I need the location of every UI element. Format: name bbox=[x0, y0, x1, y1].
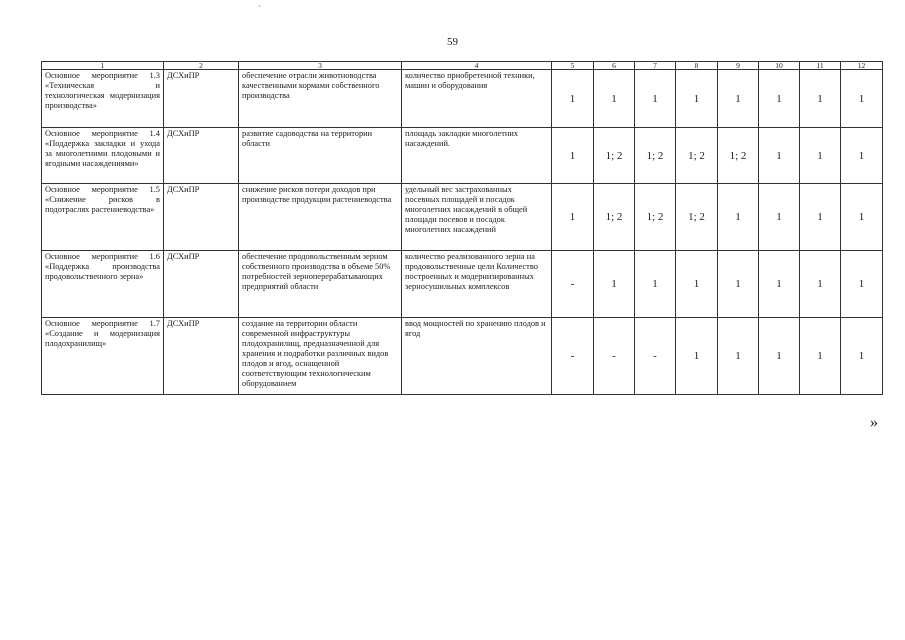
goal: снижение рисков потери доходов при производстве продукции растениеводства bbox=[239, 184, 402, 251]
header-cell: 8 bbox=[676, 62, 718, 70]
header-cell: 6 bbox=[594, 62, 635, 70]
indicator: удельный вес застрахованных посевных площадей и посадок многолетних насаждений в общей площади посевов и посадок многолетних насаждений bbox=[402, 184, 552, 251]
value-cell: 1 bbox=[718, 70, 759, 128]
value-cell: 1 bbox=[800, 70, 841, 128]
value-cell: 1 bbox=[841, 318, 883, 395]
header-cell: 9 bbox=[718, 62, 759, 70]
value-cell: 1; 2 bbox=[635, 184, 676, 251]
value-cell: - bbox=[552, 318, 594, 395]
value-cell: 1 bbox=[718, 251, 759, 318]
value-cell: 1; 2 bbox=[718, 128, 759, 184]
value-cell: 1 bbox=[676, 318, 718, 395]
value-cell: 1 bbox=[841, 251, 883, 318]
value-cell: 1 bbox=[718, 318, 759, 395]
value-cell: 1; 2 bbox=[676, 128, 718, 184]
value-cell: 1 bbox=[759, 128, 800, 184]
value-cell: 1 bbox=[841, 184, 883, 251]
value-cell: 1; 2 bbox=[594, 128, 635, 184]
measures-table bbox=[41, 61, 883, 395]
table-row bbox=[42, 318, 883, 395]
goal: обеспечение отрасли животноводства качественными кормами собственного производства bbox=[239, 70, 402, 128]
measure-name: Основное мероприятие 1.5 «Снижение рисков в подотраслях растениеводства» bbox=[42, 184, 164, 251]
measure-name: Основное мероприятие 1.4 «Поддержка закладки и ухода за многолетними плодовыми и ягодными насаждениями» bbox=[42, 128, 164, 184]
value-cell: 1 bbox=[800, 318, 841, 395]
measure-name: Основное мероприятие 1.3 «Техническая и технологическая модернизация производства» bbox=[42, 70, 164, 128]
table-row bbox=[42, 70, 883, 128]
top-mark: ` bbox=[258, 4, 261, 14]
value-cell: 1; 2 bbox=[594, 184, 635, 251]
header-cell: 11 bbox=[800, 62, 841, 70]
value-cell: 1 bbox=[759, 318, 800, 395]
header-cell: 12 bbox=[841, 62, 883, 70]
indicator: количество приобретенной техники, машин и оборудования bbox=[402, 70, 552, 128]
value-cell: 1 bbox=[841, 70, 883, 128]
executor: ДСХиПР bbox=[164, 128, 239, 184]
executor: ДСХиПР bbox=[164, 251, 239, 318]
table-row bbox=[42, 184, 883, 251]
table-row bbox=[42, 251, 883, 318]
goal: обеспечение продовольственным зерном собственного производства в объеме 50% потребностей зерноперерабатывающих предприятий области bbox=[239, 251, 402, 318]
header-cell: 10 bbox=[759, 62, 800, 70]
value-cell: 1 bbox=[676, 251, 718, 318]
value-cell: 1 bbox=[594, 70, 635, 128]
table-row bbox=[42, 128, 883, 184]
value-cell: 1 bbox=[841, 128, 883, 184]
value-cell: - bbox=[594, 318, 635, 395]
page-number: 59 bbox=[447, 36, 458, 48]
value-cell: 1 bbox=[594, 251, 635, 318]
value-cell: 1 bbox=[718, 184, 759, 251]
value-cell: 1 bbox=[635, 70, 676, 128]
value-cell: 1 bbox=[800, 184, 841, 251]
goal: развитие садоводства на территории области bbox=[239, 128, 402, 184]
value-cell: 1 bbox=[552, 70, 594, 128]
goal: создание на территории области современной инфраструктуры плодохранилищ, предназначенной для хранения и подработки различных видов плодов и ягод, оснащенной соответствующим технологическим оборудованием bbox=[239, 318, 402, 395]
value-cell: 1 bbox=[759, 70, 800, 128]
header-cell: 2 bbox=[164, 62, 239, 70]
header-cell: 1 bbox=[42, 62, 164, 70]
value-cell: 1 bbox=[676, 70, 718, 128]
value-cell: 1; 2 bbox=[635, 128, 676, 184]
header-cell: 4 bbox=[402, 62, 552, 70]
header-cell: 7 bbox=[635, 62, 676, 70]
value-cell: 1 bbox=[635, 251, 676, 318]
indicator: количество реализованного зерна на продовольственные цели Количество построенных и модернизированных зерносушильных комплексов bbox=[402, 251, 552, 318]
value-cell: 1 bbox=[552, 128, 594, 184]
measure-name: Основное мероприятие 1.6 «Поддержка производства продовольственного зерна» bbox=[42, 251, 164, 318]
value-cell: 1 bbox=[759, 251, 800, 318]
executor: ДСХиПР bbox=[164, 70, 239, 128]
header-cell: 5 bbox=[552, 62, 594, 70]
header-cell: 3 bbox=[239, 62, 402, 70]
measure-name: Основное мероприятие 1.7 «Создание и модернизация плодохранилищ» bbox=[42, 318, 164, 395]
indicator: ввод мощностей по хранению плодов и ягод bbox=[402, 318, 552, 395]
value-cell: 1; 2 bbox=[676, 184, 718, 251]
value-cell: 1 bbox=[552, 184, 594, 251]
value-cell: 1 bbox=[800, 128, 841, 184]
executor: ДСХиПР bbox=[164, 184, 239, 251]
value-cell: 1 bbox=[759, 184, 800, 251]
indicator: площадь закладки многолетних насаждений. bbox=[402, 128, 552, 184]
value-cell: 1 bbox=[800, 251, 841, 318]
value-cell: - bbox=[552, 251, 594, 318]
closing-quote-mark: » bbox=[870, 414, 878, 431]
executor: ДСХиПР bbox=[164, 318, 239, 395]
value-cell: - bbox=[635, 318, 676, 395]
header-row bbox=[42, 62, 883, 70]
